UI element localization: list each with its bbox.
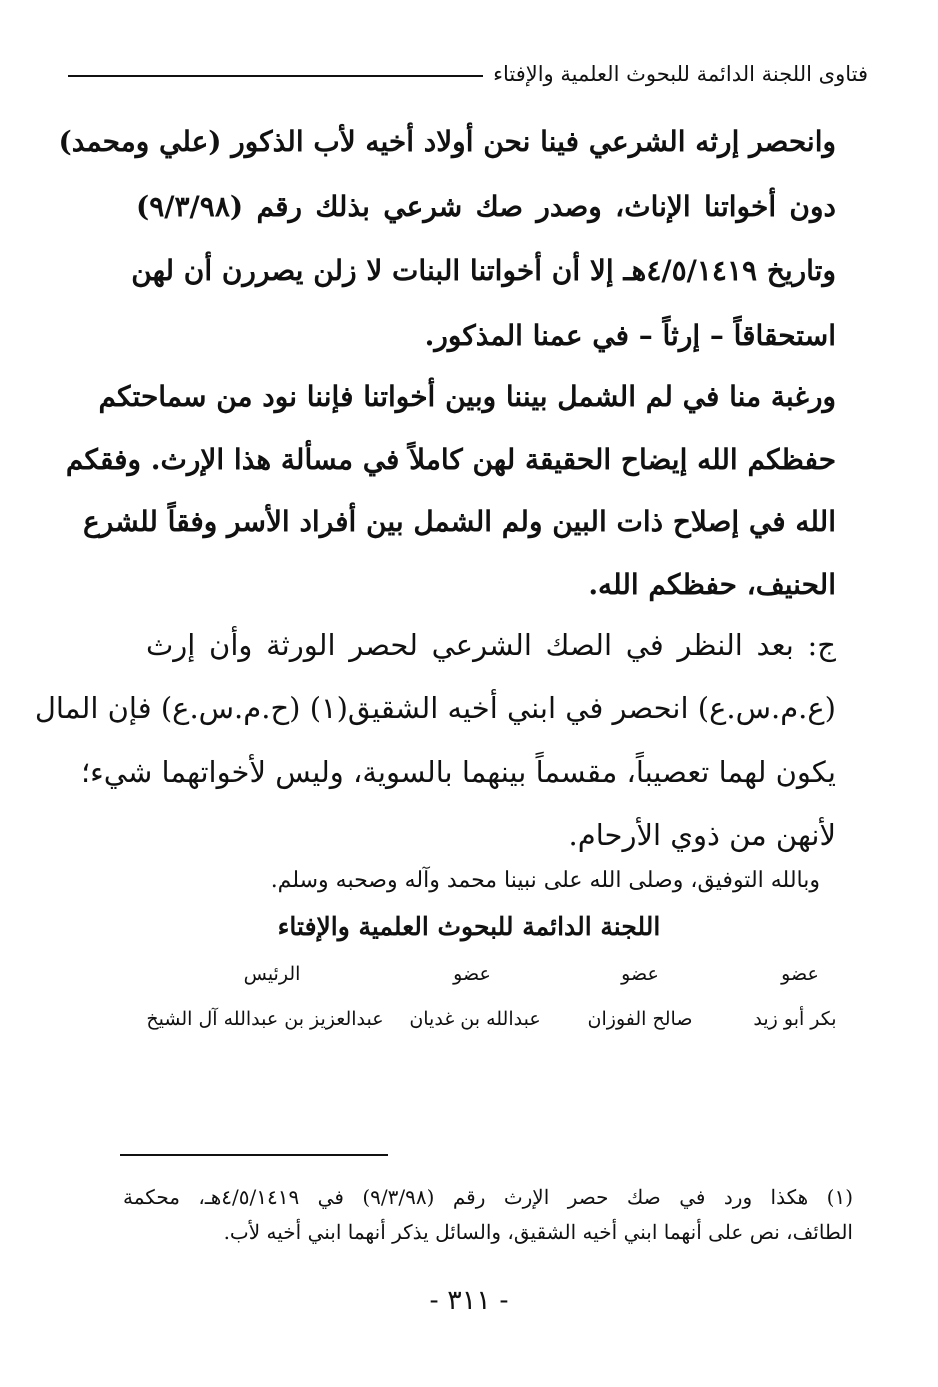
- question-line: الحنيف، حفظكم الله.: [588, 568, 836, 601]
- answer-line: يكون لهما تعصيباً، مقسماً بينهما بالسوية، وليس لأخواتهما شيء؛: [80, 755, 836, 789]
- question-line: دون أخواتنا الإناث، وصدر صك شرعي بذلك رقم (٩/٣/٩٨): [136, 190, 836, 223]
- page-number: - ٣١١ -: [429, 1285, 509, 1316]
- question-line: وانحصر إرثه الشرعي فينا نحن أولاد أخيه لأب الذكور (علي ومحمد): [58, 125, 836, 158]
- signatory-name: بكر أبو زيد: [753, 1008, 837, 1030]
- closing-prayer: وبالله التوفيق، وصلى الله على نبينا محمد وآله وصحبه وسلم.: [270, 868, 820, 893]
- question-line: وتاريخ ٤/٥/١٤١٩هـ إلا أن أخواتنا البنات لا زلن يصررن أن لهن: [131, 254, 836, 287]
- committee-name: اللجنة الدائمة للبحوث العلمية والإفتاء: [277, 912, 661, 941]
- signatory-name: عبدالعزيز بن عبدالله آل الشيخ: [146, 1008, 384, 1030]
- signatory-role: عضو: [621, 963, 659, 985]
- answer-line: (ع.م.س.ع) انحصر في ابني أخيه الشقيق(١) (ح.م.س.ع) فإن المال: [34, 691, 836, 725]
- question-line: استحقاقاً – إرثاً – في عمنا المذكور.: [424, 319, 836, 352]
- signatory-name: صالح الفوزان: [587, 1008, 693, 1030]
- footnote-line: الطائف، نص على أنهما ابني أخيه الشقيق، والسائل يذكر أنهما ابني أخيه لأب.: [223, 1220, 853, 1244]
- question-line: حفظكم الله إيضاح الحقيقة لهن كاملاً في مسألة هذا الإرث. وفقكم: [65, 443, 836, 476]
- running-header: [68, 62, 868, 86]
- header-title: فتاوى اللجنة الدائمة للبحوث العلمية والإفتاء: [493, 62, 868, 86]
- question-line: الله في إصلاح ذات البين ولم الشمل بين أفراد الأسر وفقاً للشرع: [83, 505, 836, 538]
- signatory-role: الرئيس: [243, 963, 301, 985]
- signatory-role: عضو: [453, 963, 491, 985]
- question-line: ورغبة منا في لم الشمل بيننا وبين أخواتنا فإننا نود من سماحتكم: [98, 380, 836, 413]
- signatory-role: عضو: [781, 963, 819, 985]
- footnote-separator: [120, 1154, 388, 1156]
- signatory-name: عبدالله بن غديان: [409, 1008, 541, 1030]
- footnote-line: (١) هكذا ورد في صك حصر الإرث رقم (٩/٣/٩٨) في ٤/٥/١٤١٩هـ، محكمة: [123, 1185, 854, 1209]
- answer-line: ج: بعد النظر في الصك الشرعي لحصر الورثة وأن إرث: [146, 628, 836, 662]
- header-rule: [68, 75, 483, 77]
- answer-line: لأنهن من ذوي الأرحام.: [568, 818, 836, 852]
